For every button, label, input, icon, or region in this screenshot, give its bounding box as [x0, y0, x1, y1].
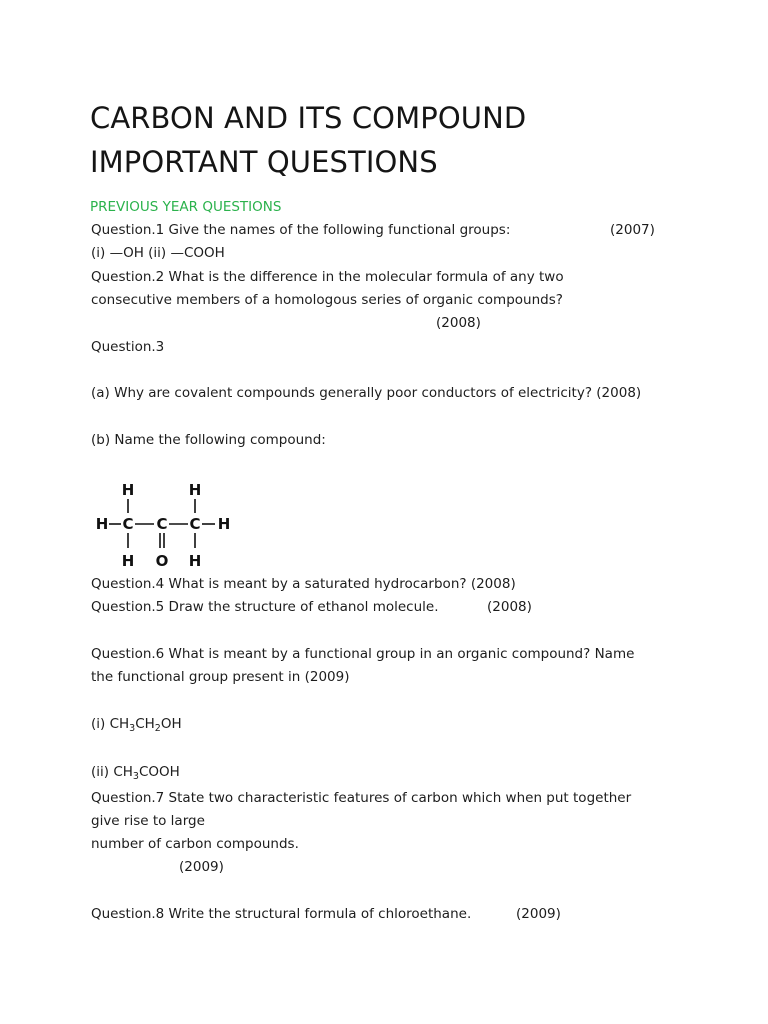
atom-c1: C	[122, 515, 134, 533]
question-6-line-1: Question.6 What is meant by a functional group in an organic compound? Name	[91, 646, 635, 662]
question-8: Question.8 Write the structural formula of chloroethane.	[91, 906, 472, 922]
formula-i-sub-1: 3	[129, 723, 136, 734]
question-5: Question.5 Draw the structure of ethanol molecule.	[91, 599, 439, 615]
formula-ii-prefix: (ii) CH	[91, 764, 133, 780]
question-8-year: (2009)	[516, 906, 561, 922]
atom-h-left: H	[95, 515, 109, 533]
question-1: Question.1 Give the names of the following functional groups:	[91, 222, 511, 238]
structural-formula-diagram	[92, 474, 242, 574]
section-heading: PREVIOUS YEAR QUESTIONS	[90, 199, 282, 215]
formula-ii-sub: 3	[132, 771, 139, 782]
question-7-line-1: Question.7 State two characteristic features of carbon which when put together	[91, 790, 632, 806]
title-line-1: CARBON AND ITS COMPOUND	[90, 101, 527, 135]
question-3b: (b) Name the following compound:	[91, 432, 326, 448]
atom-c3: C	[189, 515, 201, 533]
atom-h-bottom-1: H	[121, 552, 135, 570]
question-5-year: (2008)	[487, 599, 532, 615]
question-6-formula-i	[91, 716, 182, 732]
question-1-year: (2007)	[610, 222, 655, 238]
formula-i-prefix: (i) CH	[91, 716, 130, 732]
question-2-line-1: Question.2 What is the difference in the molecular formula of any two	[91, 269, 564, 285]
atom-h-bottom-2: H	[188, 552, 202, 570]
question-2-line-2: consecutive members of a homologous series of organic compounds?	[91, 292, 563, 308]
question-7-line-3: number of carbon compounds.	[91, 836, 299, 852]
question-6-line-2: the functional group present in (2009)	[91, 669, 350, 685]
atom-h-top-1: H	[121, 481, 135, 499]
atom-h-top-2: H	[188, 481, 202, 499]
question-3a: (a) Why are covalent compounds generally poor conductors of electricity? (2008)	[91, 385, 642, 401]
formula-i-sub-2: 2	[154, 723, 161, 734]
question-4: Question.4 What is meant by a saturated hydrocarbon? (2008)	[91, 576, 516, 592]
question-7-year: (2009)	[179, 859, 224, 875]
formula-i-mid: CH	[135, 716, 155, 732]
page-title	[90, 96, 526, 184]
atom-h-right: H	[217, 515, 231, 533]
formula-ii-suffix: COOH	[138, 764, 180, 780]
question-2-year: (2008)	[436, 315, 481, 331]
atom-o: O	[155, 552, 169, 570]
question-1-subparts: (i) —OH (ii) —COOH	[91, 245, 225, 261]
atom-c2: C	[156, 515, 168, 533]
title-line-2: IMPORTANT QUESTIONS	[90, 145, 438, 179]
question-6-formula-ii	[91, 764, 180, 780]
formula-i-suffix: OH	[160, 716, 182, 732]
question-7-line-2: give rise to large	[91, 813, 205, 829]
question-3-label: Question.3	[91, 339, 165, 355]
